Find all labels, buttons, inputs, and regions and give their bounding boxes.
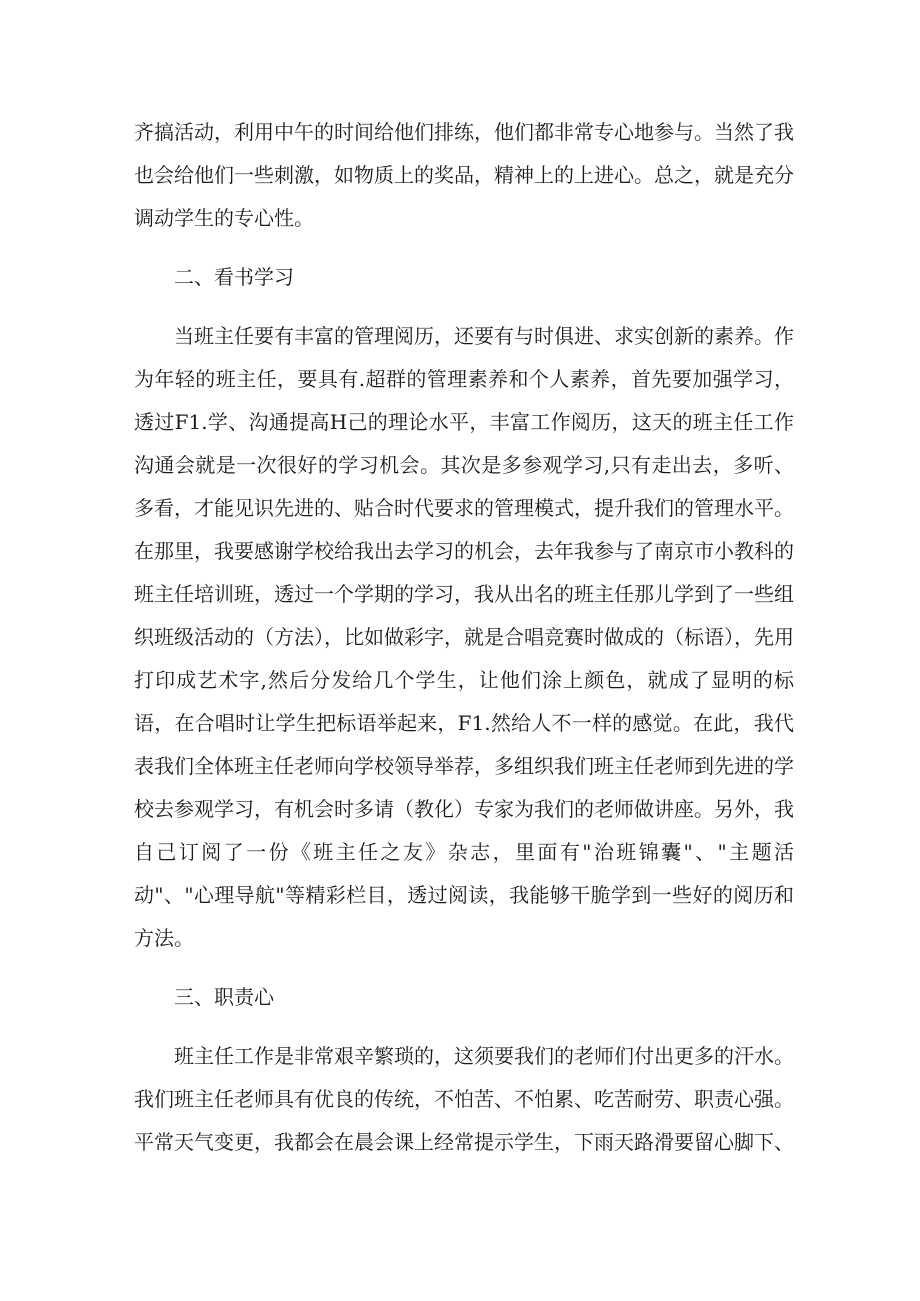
paragraph-1: 齐搞活动，利用中午的时间给他们排练，他们都非常专心地参与。当然了我也会给他们一些刺激，如物质上的奖品，精神上的上进心。总之，就是充分调动学生的专心性。 bbox=[134, 120, 794, 230]
paragraph-2: 当班主任要有丰富的管理阅历，还要有与时俱进、求实创新的素养。作为年轻的班主任，要具有.超群的管理素养和个人素养，首先要加强学习，透过F1.学、沟通提高H己的理论水平，丰富工作阅历，这天的班主任工作沟通会就是一次很好的学习机会。其次是多参观学习,只有走出去，多听、多看，才能见识先进的、贴合时代要求的管理模式，提升我们的管理水平。在那里，我要感谢学校给我出去学习的机会，去年我参与了南京市小教科的班主任培训班，透过一个学期的学习，我从出名的班主任那儿学到了一些组织班级活动的（方法），比如做彩字，就是合唱竞赛时做成的（标语），先用打印成艺术字,然后分发给几个学生，让他们涂上颜色，就成了显明的标语，在合唱时让学生把标语举起来，F1.然给人不一样的感觉。在此，我代表我们全体班主任老师向学校领导举荐，多组织我们班主任老师到先进的学校去参观学习，有机会时多请（教化）专家为我们的老师做讲座。另外，我自己订阅了一份《班主任之友》杂志，里面有"治班锦囊"、"主题活动"、"心理导航"等精彩栏目，透过阅读，我能够干脆学到一些好的阅历和方法。 bbox=[134, 324, 794, 950]
paragraph-3: 班主任工作是非常艰辛繁琐的，这须要我们的老师们付出更多的汗水。我们班主任老师具有优良的传统，不怕苦、不怕累、吃苦耐劳、职责心强。平常天气变更，我都会在晨会课上经常提示学生，下雨天路滑要留心脚下、 bbox=[134, 1044, 794, 1154]
document-body bbox=[134, 111, 794, 1164]
section-heading-2: 二、看书学习 bbox=[174, 265, 294, 289]
section-heading-3: 三、职责心 bbox=[174, 985, 274, 1009]
